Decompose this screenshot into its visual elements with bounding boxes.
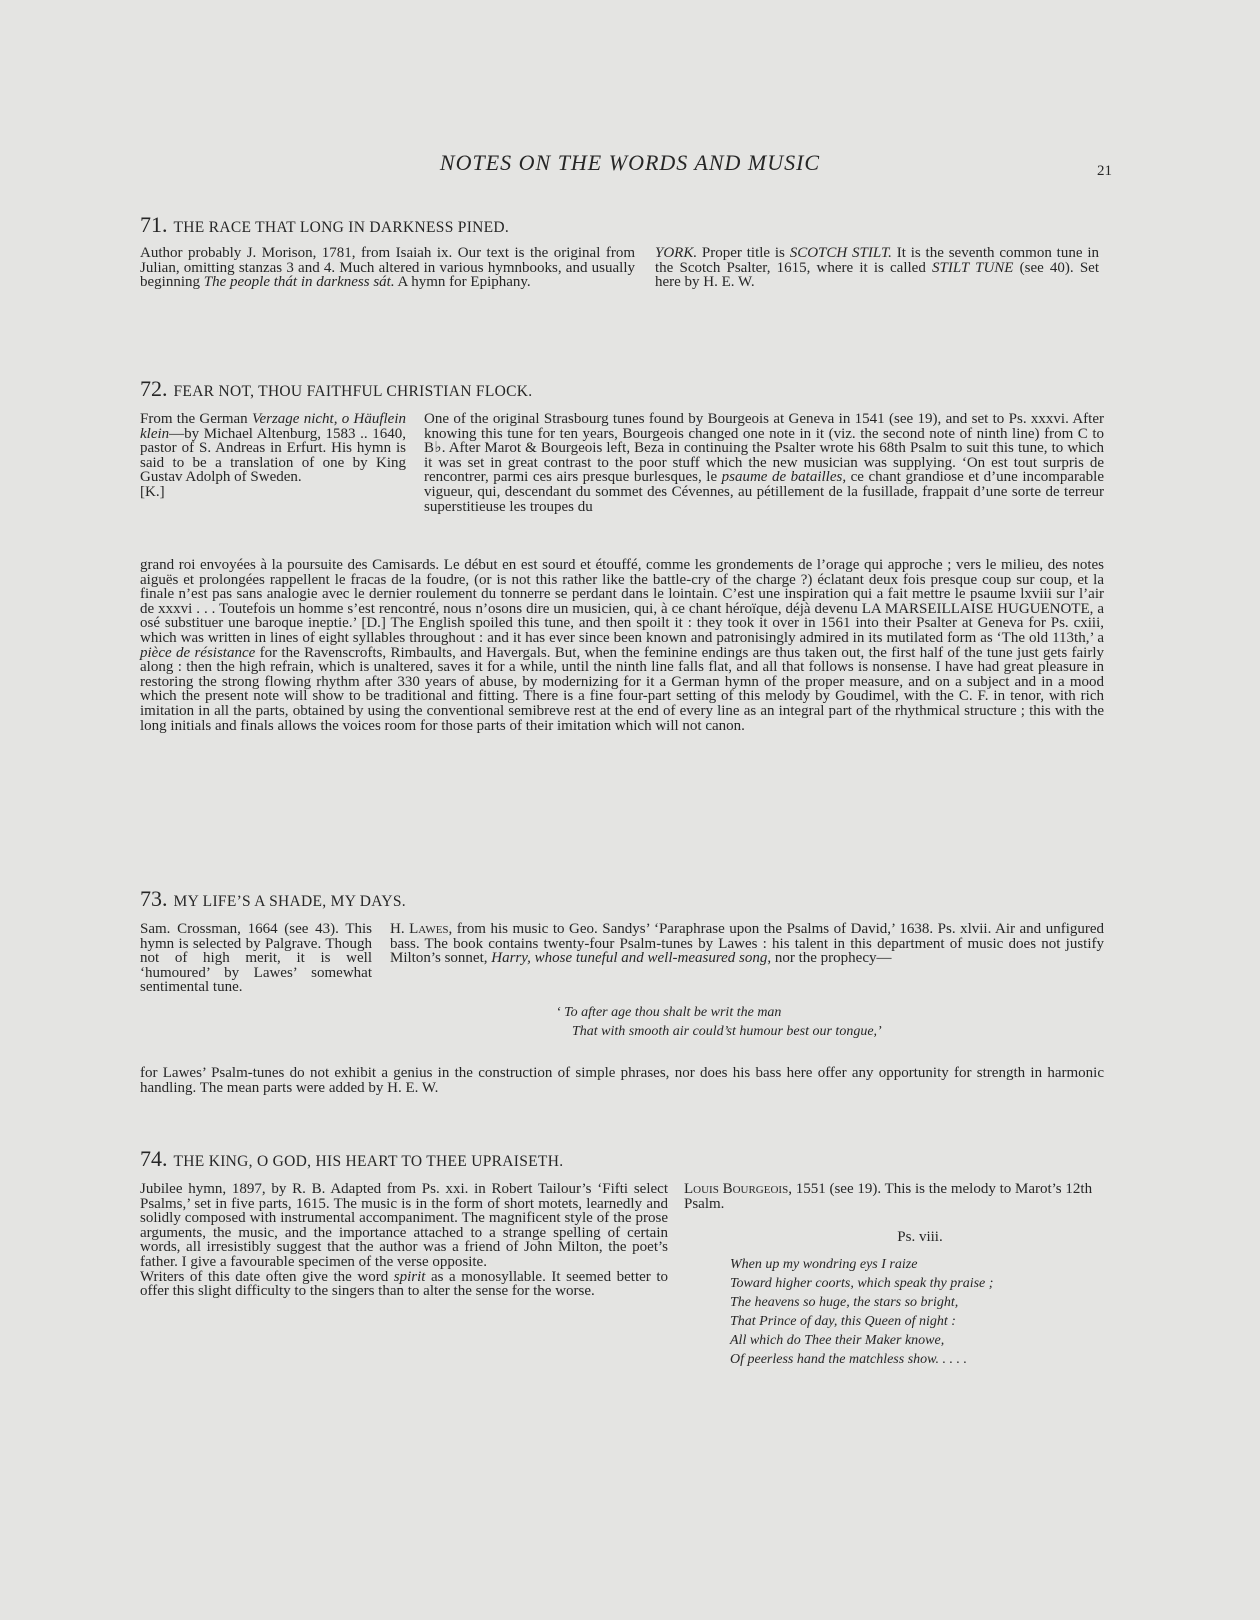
text: From the German [140, 411, 252, 427]
hymn-71-words-note [140, 246, 635, 290]
text: Jubilee hymn, 1897, by R. B. Adapted from Ps. xxi. in Robert Tailour’s ‘Fifti select Psalms,’ set in five parts, 1615. The music is in the form of short motets, learnedly and solidly composed with instrumental accompaniment. The magnificent style of the prose arguments, the music, and the importance attached to a strange spelling of certain words, all irresistibly suggest that the author was a friend of John Milton, the poet’s father. I give a favourable specimen of the verse opposite. [140, 1181, 668, 1270]
text: It is the seventh common tune in the Scotch Psalter, 1615, where it is called [655, 245, 1099, 276]
hymn-73-music-note [390, 922, 1104, 966]
text: , nor the prophecy— [767, 950, 892, 967]
quote-line-2: That with smooth air could’st humour best our tongue,’ [572, 1024, 882, 1039]
text: for the Ravenscrofts, Rimbaults, and Havergals. But, when the feminine endings are thus taken out, the first half of the tune just gets fairly along : then the high refrain, which is unaltered, saves it for a while, until the ninth line falls flat, and all that follows is nonsense. I have had great pleasure in restoring the strong flowing rhythm after 330 years of abuse, by modernizing for it a German hymn of the proper measure, and on a subject and in a mood which the present note will show to be traditional and fitting. There is a fine four-part setting of this melody by Goudimel, with the C. F. in tenor, with rich imitation in all the parts, obtained by using the conventional semibreve rest at the end of every line as an integral part of the rhythmical structure ; this with the long initials and finals allows the voices room for those parts of their imitation which will not canon. [140, 644, 1104, 734]
hymn-73-words-note [140, 922, 372, 995]
italic-text: The people thát in darkness sát. [203, 274, 395, 291]
text: —by Michael Altenburg, 1583 .. 1640, pastor of S. Andreas in Erfurt. His hymn is said to be a translation of one by King Gustav Adolph of Sweden. [140, 425, 406, 486]
text: for Lawes’ Psalm-tunes do not exhibit a genius in the construction of simple phrases, nor does his bass here offer any opportunity for strength in harmonic handling. The mean parts were added by H. E. W. [140, 1065, 1104, 1096]
quote-line-1: ‘ To after age thou shalt be writ the man [556, 1005, 782, 1020]
poem-line: When up my wondring eys I raize [730, 1257, 918, 1272]
psalm-viii-poem [730, 1255, 1100, 1369]
tune-name: YORK. [655, 245, 698, 261]
hymn-74-words-note [140, 1182, 668, 1299]
text: grand roi envoyées à la poursuite des Camisards. Le début en est sourd et étouffé, comme les grondements de l’orage qui approche ; vers le milieu, des notes aiguës et prolongées rappellent le fracas de la foudre, (or is not this rather like the battle-cry of the charge ?) éclatant deux fois presque coup sur coup, et la finale n’est pas sans analogie avec le dernier roulement du tonnerre se perdant dans le lointain. C’est une inspiration qui a fait mettre le psaume lxviii sur l’air de xxxvi . . . Toutefois un homme s’est rencontré, nous n’osons dire un musicien, qui, à ce chant héroïque, déjà devenu LA MARSEILLAISE HUGUENOTE, a osé substituer une baroque ineptie.’ [D.] The English spoiled this tune, and then spoilt it : they took it over in 1561 into their Psalter at Geneva for Ps. cxiii, which was written in lines of eight syllables throughout : and it has ever since been known and patronisingly admired in its mutilated form as ‘The old 113th,’ a [140, 557, 1104, 646]
poem-line: Toward higher coorts, which speak thy praise ; [730, 1276, 994, 1291]
hymn-title: THE KING, O GOD, HIS HEART TO THEE UPRAISETH. [173, 1153, 564, 1170]
text: (see 40). Set here by H. E. W. [655, 259, 1100, 291]
italic-text: spirit [393, 1268, 426, 1285]
hymn-74-music-note [684, 1182, 1104, 1211]
hymn-73-continued [140, 1066, 1104, 1095]
hymn-72-music-note [424, 412, 1104, 514]
tune-name: SCOTCH STILT. [789, 245, 892, 261]
hymn-title: THE RACE THAT LONG IN DARKNESS PINED. [173, 219, 510, 236]
hymn-title: FEAR NOT, THOU FAITHFUL CHRISTIAN FLOCK. [173, 383, 533, 400]
hymn-71-music-note [655, 246, 1099, 290]
poem-line: Of peerless hand the matchless show. . . . . [730, 1352, 967, 1367]
hymn-74-heading [140, 1146, 563, 1172]
hymn-number: 71. [140, 212, 168, 237]
hymn-71-heading [140, 212, 509, 238]
running-title: NOTES ON THE WORDS AND MUSIC [439, 150, 821, 175]
italic-text: Verzage nicht, o Häuflein klein [140, 411, 406, 442]
hymn-number: 72. [140, 376, 168, 401]
poem-line: All which do Thee their Maker knowe, [730, 1333, 945, 1348]
text: Sam. Crossman, 1664 (see 43). This hymn is selected by Palgrave. Though not of high merit, it is well ‘humoured’ by Lawes’ somewhat sentimental tune. [140, 921, 372, 996]
psalm-label: Ps. viii. [897, 1229, 943, 1245]
hymn-72-heading [140, 376, 532, 402]
composer-name: H. Lawes [390, 921, 449, 937]
hymn-number: 73. [140, 886, 168, 911]
text: , 1551 (see 19). This is the melody to Marot’s 12th Psalm. [684, 1181, 1093, 1212]
hymn-number: 74. [140, 1146, 168, 1171]
hymn-72-continued [140, 558, 1104, 733]
hymn-72-words-note [140, 412, 406, 500]
text: Writers of this date often give the word [140, 1268, 394, 1285]
poem-line: The heavens so huge, the stars so bright, [730, 1295, 959, 1310]
text: as a monosyllable. It seemed better to offer this slight difficulty to the singers than to alter the sense for the worse. [140, 1268, 669, 1300]
hymn-title: MY LIFE’S A SHADE, MY DAYS. [173, 893, 406, 910]
italic-text: psaume de batailles [721, 469, 843, 486]
poem-line: That Prince of day, this Queen of night : [730, 1314, 956, 1329]
italic-text: Harry, whose tuneful and well-measured song [491, 950, 768, 967]
composer-name: Louis Bourgeois [684, 1181, 789, 1197]
tune-name: STILT TUNE [931, 259, 1014, 276]
text: A hymn for Epiphany. [394, 274, 531, 291]
text: , from his music to Geo. Sandys’ ‘Paraphrase upon the Psalms of David,’ 1638. Ps. xlvii. Air and unfigured bass. The book contains twenty-four Psalm-tunes by Lawes : his talent in this department of music does not justify Milton’s sonnet, [390, 921, 1105, 967]
text: Proper title is [697, 245, 790, 261]
source-mark: [K.] [140, 483, 165, 500]
text: One of the original Strasbourg tunes found by Bourgeois at Geneva in 1541 (see 19), and set to Ps. xxxvi. After knowing this tune for ten years, Bourgeois changed one note in it (viz. the second note of ninth line) from C to B♭. After Marot & Bourgeois left, Beza in continuing the Psalter wrote his 68th Psalm to suit this tune, to which it was set in great contrast to the poor stuff which the new musician was supplying. ‘On est tout surpris de rencontrer, parmi ces airs presque burlesques, le [424, 411, 1104, 486]
page-number: 21 [1097, 163, 1112, 179]
hymn-73-heading [140, 886, 406, 912]
italic-text: pièce de résistance [140, 644, 256, 661]
text: Author probably J. Morison, 1781, from Isaiah ix. Our text is the original from Julian, omitting stanzas 3 and 4. Much altered in various hymnbooks, and usually beginning [140, 245, 635, 291]
text: , ce chant grandiose et d’une incomparable vigueur, qui, descendant du sommet des Cévennes, au pétillement de la fusillade, frappait d’une sorte de terreur superstitieuse les troupes du [424, 469, 1104, 515]
